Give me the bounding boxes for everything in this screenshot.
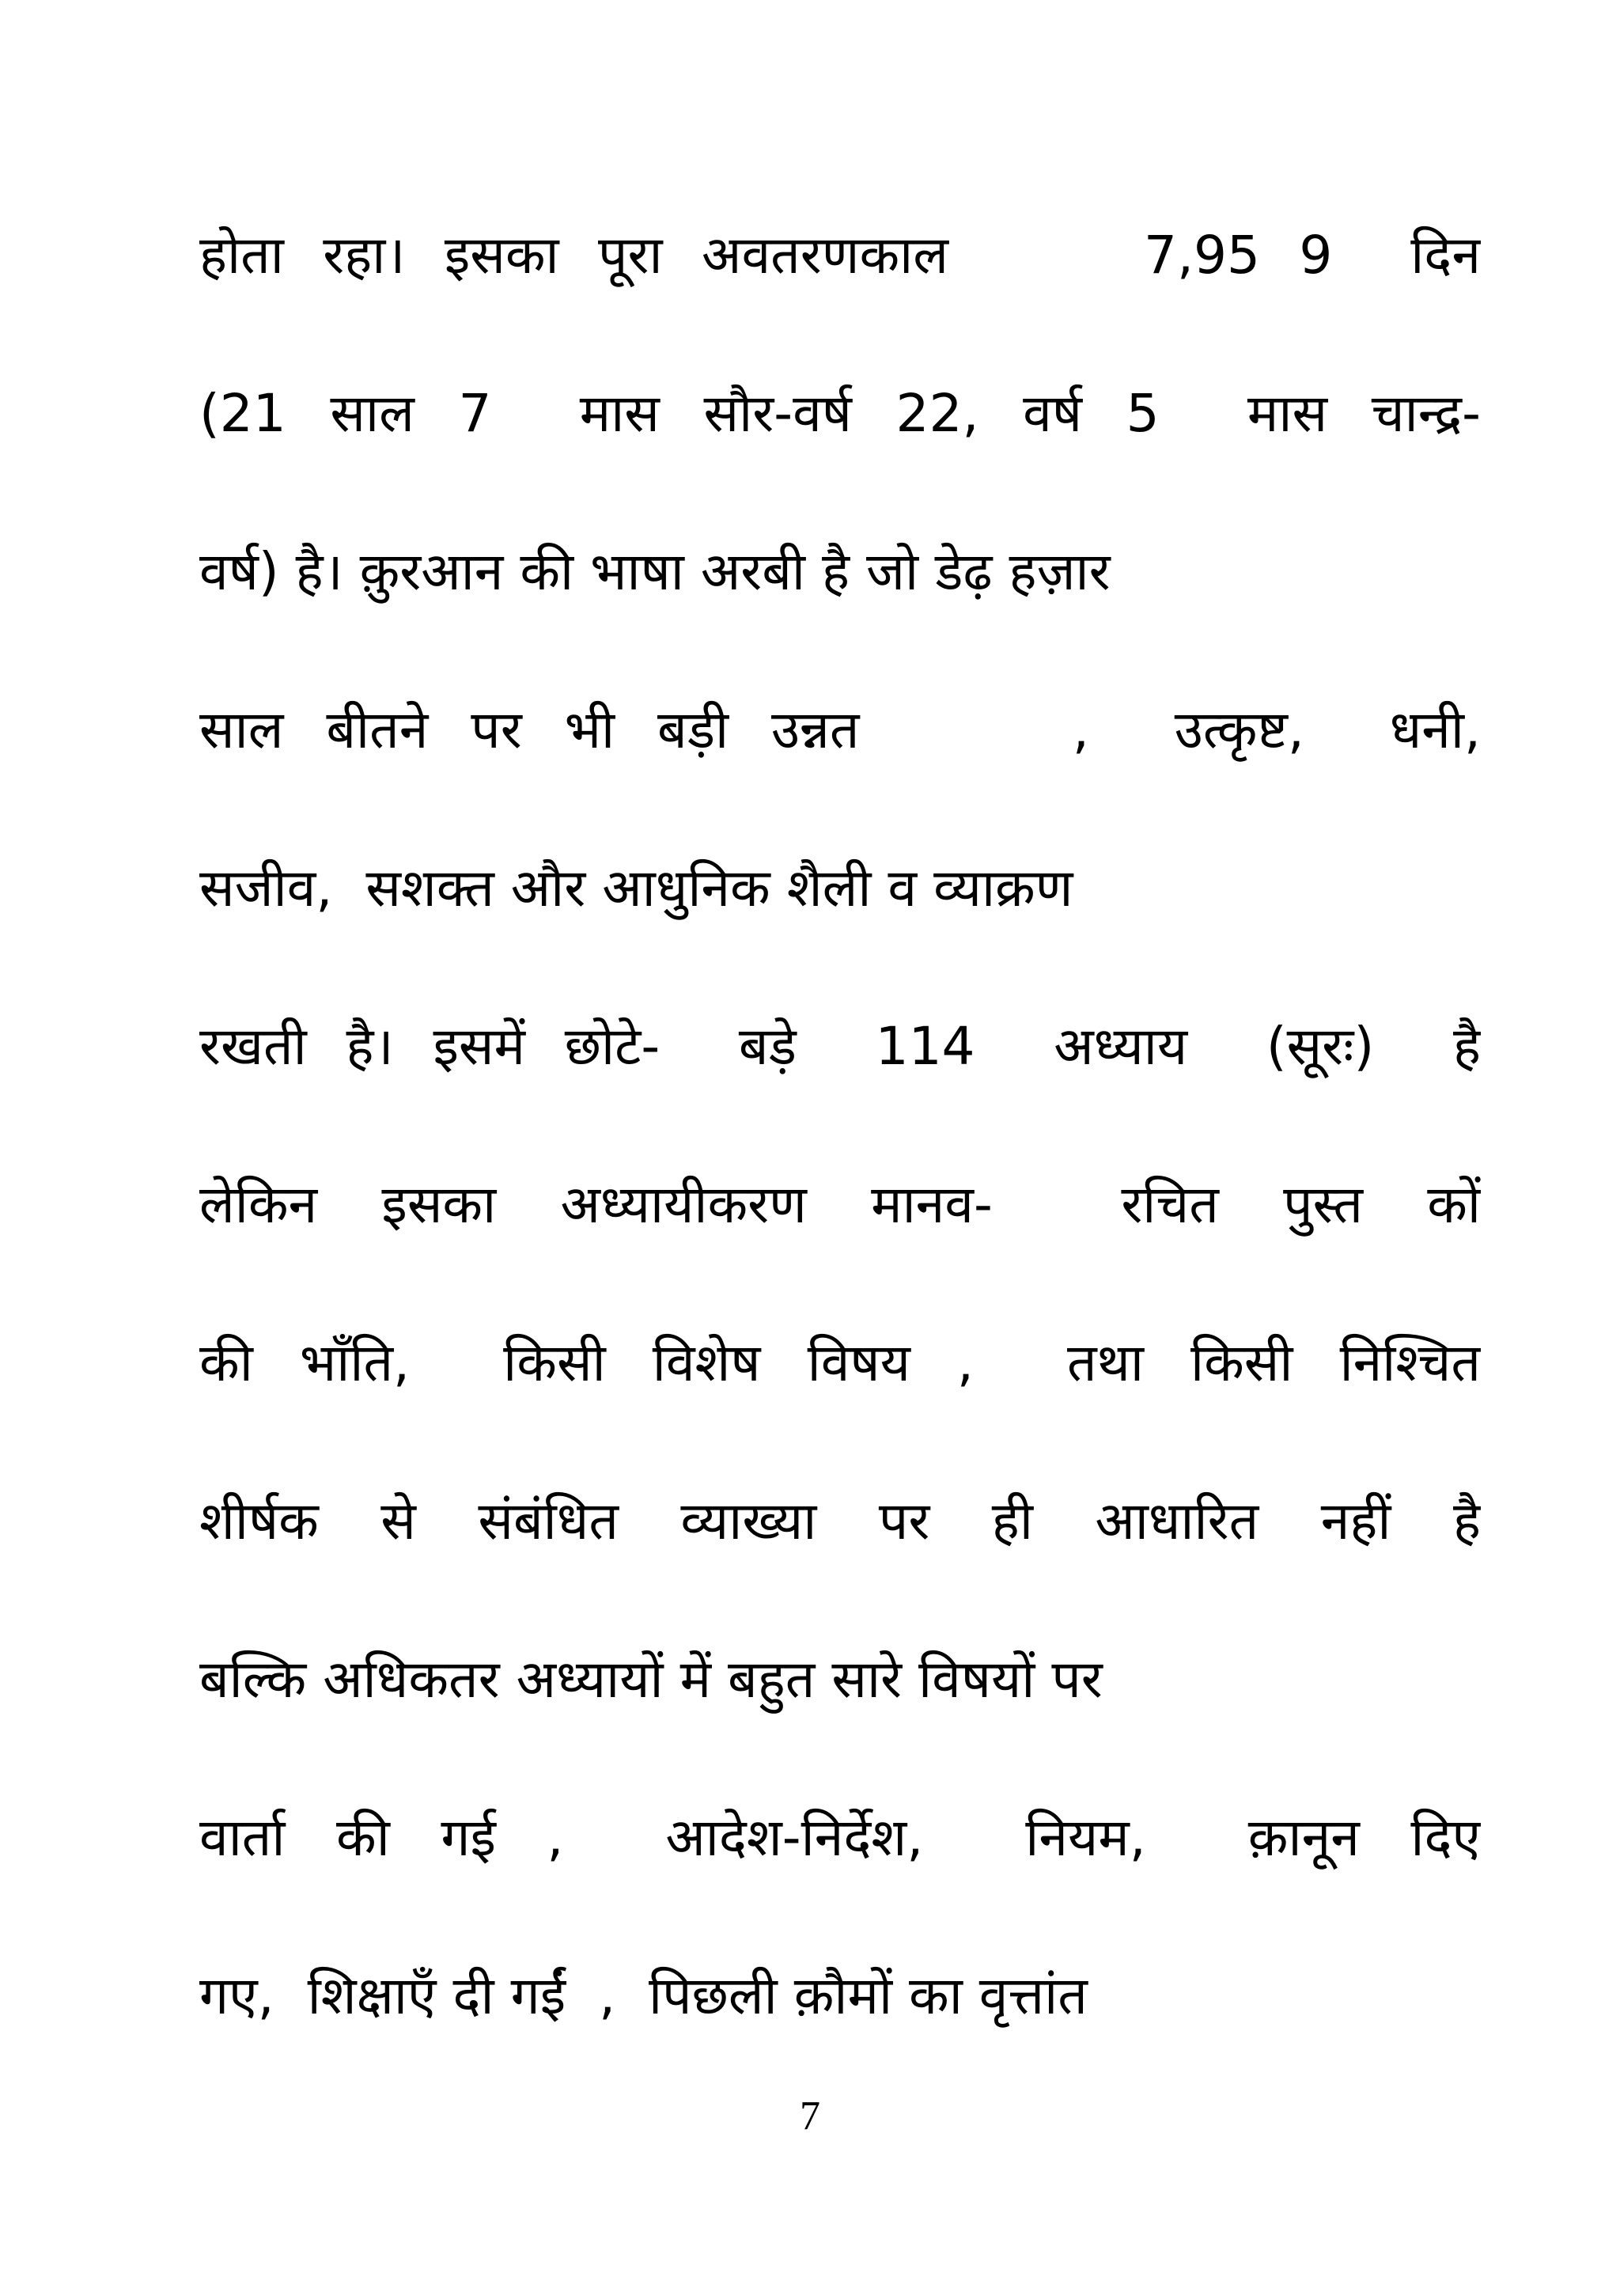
text-line-5: सजीव, सशक्त और आधुनिक शैली व व्याक्रण	[199, 858, 1073, 919]
text-line-3: वर्ष) है। क़ुरआन की भाषा अरबी है जो डेढ़ हज़ार	[199, 541, 1111, 602]
text-line-2: (21 साल 7 मास सौर-वर्ष 22, वर्ष 5 मास चान्द्र-	[199, 383, 1481, 444]
text-line-10: बल्कि अधिकतर अध्यायों में बहुत सारे विषयों पर	[199, 1649, 1103, 1710]
page-number: 7	[800, 2093, 820, 2139]
text-line-1: होता रहा। इसका पूरा अवतरणकाल 7,95 9 दिन	[199, 225, 1481, 286]
text-line-4: साल बीतने पर भी बड़ी उन्नत , उत्कृष्ट, धनी,	[199, 699, 1481, 760]
text-line-7: लेकिन इसका अध्यायीकरण मानव- रचित पुस्त कों	[199, 1174, 1481, 1235]
text-line-9: शीर्षक से संबंधित व्याख्या पर ही आधारित नहीं है	[199, 1491, 1481, 1552]
text-line-12: गए, शिक्षाएँ दी गईं , पिछली क़ौमों का वृत्तांत	[199, 1965, 1088, 2026]
text-line-6: रखती है। इसमें छोटे- बड़े 114 अध्याय (सूरः) है	[199, 1016, 1481, 1077]
text-line-11: वार्ता की गई , आदेश-निर्देश, नियम, क़ानून दिए	[199, 1807, 1481, 1868]
text-line-8: की भाँति, किसी विशेष विषय , तथा किसी निश्चित	[199, 1332, 1481, 1393]
